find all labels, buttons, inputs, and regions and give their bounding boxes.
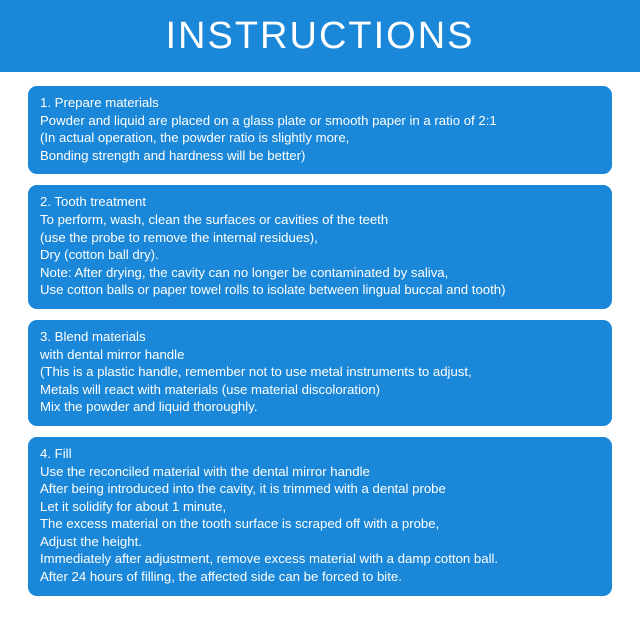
section-text-line: Use the reconciled material with the dental mirror handle: [40, 463, 370, 479]
section-fill: [28, 437, 612, 596]
section-text-line: Dry (cotton ball dry).: [40, 247, 159, 263]
section-text-line: Use cotton balls or paper towel rolls to isolate between lingual buccal and tooth): [40, 282, 506, 298]
section-heading: 4. Fill: [40, 445, 72, 461]
section-text-line: The excess material on the tooth surface is scraped off with a probe,: [40, 516, 440, 532]
section-prepare-materials: [28, 86, 612, 174]
section-heading: 2. Tooth treatment: [40, 194, 147, 210]
section-text-line: Bonding strength and hardness will be better): [40, 147, 306, 163]
section-heading: 1. Prepare materials: [40, 95, 159, 110]
section-blend-materials: [28, 320, 612, 426]
section-text-line: Note: After drying, the cavity can no longer be contaminated by saliva,: [40, 264, 449, 280]
section-text-line: To perform, wash, clean the surfaces or cavities of the teeth: [40, 211, 389, 227]
section-text-line: Let it solidify for about 1 minute,: [40, 498, 227, 514]
section-heading: 3. Blend materials: [40, 328, 146, 344]
section-text-line: Metals will react with materials (use material discoloration): [40, 381, 381, 397]
section-text-line: (In actual operation, the powder ratio is slightly more,: [40, 130, 350, 146]
page-header: [0, 0, 640, 72]
section-text-line: Adjust the height.: [40, 533, 142, 549]
page-title: INSTRUCTIONS: [165, 14, 475, 57]
section-text-line: (This is a plastic handle, remember not to use metal instruments to adjust,: [40, 364, 472, 380]
section-text-line: with dental mirror handle: [40, 346, 185, 362]
section-text-line: Mix the powder and liquid thoroughly.: [40, 399, 258, 415]
instructions-body: [0, 72, 640, 617]
section-tooth-treatment: [28, 185, 612, 309]
section-text-line: Immediately after adjustment, remove excess material with a damp cotton ball.: [40, 551, 499, 567]
section-text-line: (use the probe to remove the internal residues),: [40, 229, 318, 245]
section-text-line: After 24 hours of filling, the affected side can be forced to bite.: [40, 569, 402, 585]
section-text-line: After being introduced into the cavity, it is trimmed with a dental probe: [40, 481, 446, 497]
section-text-line: Powder and liquid are placed on a glass plate or smooth paper in a ratio of 2:1: [40, 112, 497, 128]
